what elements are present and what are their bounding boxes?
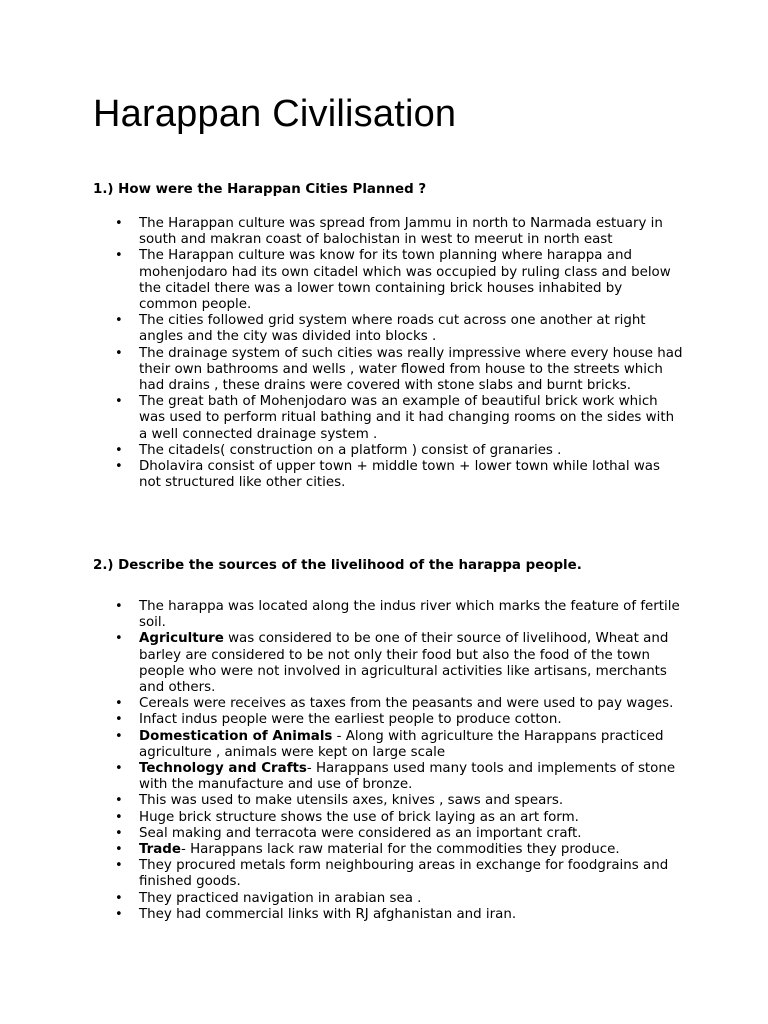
bullet-icon: • xyxy=(115,858,123,874)
page-title: Harappan Civilisation xyxy=(93,93,457,135)
item-text: - Harappans lack raw material for the commodities they produce. xyxy=(180,842,620,858)
item-lead: Trade xyxy=(139,842,181,858)
item-text: The Harappan culture was know for its town planning where harappa and mohenjodaro had its own citadel which was occupied by ruling class and below the citadel there was a lower town containing brick houses inhabited by common people. xyxy=(139,248,671,313)
list-item xyxy=(93,248,683,313)
item-text: The citadels( construction on a platform ) consist of granaries . xyxy=(139,442,562,458)
list-item xyxy=(93,729,683,761)
list-item xyxy=(93,216,683,248)
bullet-icon: • xyxy=(115,842,123,858)
bullet-icon: • xyxy=(115,761,123,777)
list-item xyxy=(93,346,683,395)
item-text: was considered to be one of their source of livelihood, Wheat and barley are considered to be not only their food but also the food of the town people who were not involved in agricultural activities like artisans, merchants and others. xyxy=(139,631,669,696)
list-item xyxy=(93,599,683,631)
list-item xyxy=(93,842,683,858)
item-lead: Domestication of Animals xyxy=(139,728,333,744)
item-text: - Along with agriculture the Harappans practiced agriculture , animals were kept on large scale xyxy=(139,728,664,760)
bullet-icon: • xyxy=(115,216,123,231)
bullet-list xyxy=(93,599,683,923)
list-item xyxy=(93,793,683,809)
item-text: Seal making and terracota were considered as an important craft. xyxy=(139,825,582,841)
bullet-icon: • xyxy=(115,825,123,841)
list-item xyxy=(93,891,683,907)
item-text: The cities followed grid system where roads cut across one another at right angles and the city was divided into blocks . xyxy=(139,313,646,345)
item-text: The harappa was located along the indus river which marks the feature of fertile soil. xyxy=(139,599,680,631)
list-item xyxy=(93,907,683,923)
bullet-icon: • xyxy=(115,442,123,458)
bullet-icon: • xyxy=(115,394,123,410)
bullet-icon: • xyxy=(115,712,123,728)
item-text: The Harappan culture was spread from Jammu in north to Narmada estuary in south and makran coast of balochistan in west to meerut in north east xyxy=(139,216,663,248)
bullet-icon: • xyxy=(115,599,123,614)
list-item xyxy=(93,712,683,728)
bullet-icon: • xyxy=(115,890,123,906)
list-item xyxy=(93,459,683,491)
list-item xyxy=(93,761,683,793)
bullet-icon: • xyxy=(115,345,123,361)
list-item xyxy=(93,443,683,459)
bullet-icon: • xyxy=(115,631,123,647)
question-heading: 2.) Describe the sources of the livelihood of the harappa people. xyxy=(93,558,582,573)
list-item xyxy=(93,394,683,443)
question-heading: 1.) How were the Harappan Cities Planned ? xyxy=(93,182,427,197)
list-item xyxy=(93,313,683,345)
list-item xyxy=(93,858,683,890)
section-city-planning xyxy=(93,182,683,491)
item-text: Infact indus people were the earliest people to produce cotton. xyxy=(139,712,562,728)
item-text: They had commercial links with RJ afghanistan and iran. xyxy=(139,906,517,922)
bullet-icon: • xyxy=(115,906,123,922)
item-lead: Technology and Crafts xyxy=(139,761,307,777)
bullet-icon: • xyxy=(115,793,123,809)
list-item xyxy=(93,696,683,712)
item-lead: Agriculture xyxy=(139,631,224,647)
list-item xyxy=(93,826,683,842)
bullet-icon: • xyxy=(115,248,123,264)
item-text: Huge brick structure shows the use of brick laying as an art form. xyxy=(139,809,579,825)
bullet-icon: • xyxy=(115,809,123,825)
list-item xyxy=(93,810,683,826)
item-text: The drainage system of such cities was really impressive where every house had their own bathrooms and wells , water flowed from house to the streets which had drains , these drains were covered with stone slabs and burnt bricks. xyxy=(139,345,683,394)
bullet-icon: • xyxy=(115,313,123,329)
bullet-icon: • xyxy=(115,696,123,712)
item-text: This was used to make utensils axes, knives , saws and spears. xyxy=(139,793,564,809)
item-text: They practiced navigation in arabian sea . xyxy=(139,890,422,906)
bullet-icon: • xyxy=(115,728,123,744)
item-text: - Harappans used many tools and implements of stone with the manufacture and use of bronze. xyxy=(139,761,676,793)
item-text: They procured metals form neighbouring areas in exchange for foodgrains and finished goods. xyxy=(139,858,669,890)
bullet-list xyxy=(93,216,683,491)
list-item xyxy=(93,631,683,696)
item-text: Dholavira consist of upper town + middle town + lower town while lothal was not structured like other cities. xyxy=(139,459,660,491)
item-text: Cereals were receives as taxes from the peasants and were used to pay wages. xyxy=(139,696,674,712)
section-livelihood xyxy=(93,558,683,923)
bullet-icon: • xyxy=(115,459,123,475)
item-text: The great bath of Mohenjodaro was an example of beautiful brick work which was used to perform ritual bathing and it had changing rooms on the sides with a well connected drainage system . xyxy=(139,394,675,442)
